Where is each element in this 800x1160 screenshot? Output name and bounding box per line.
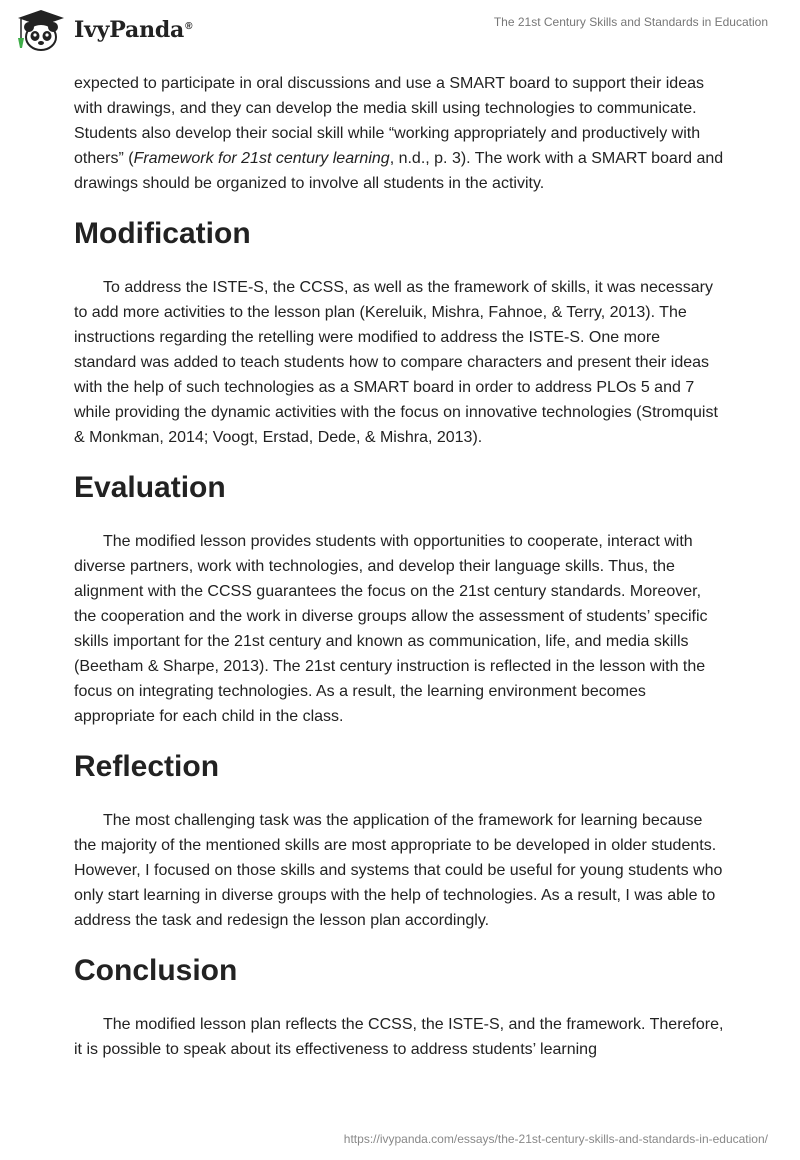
intro-paragraph: expected to participate in oral discussions and use a SMART board to support their ideas with drawings, and they can develop the media skill using technologies to communicate. Students also develop their social skill while “working appropriately and productively with others” (Framework for 21st century learning, n.d., p. 3). The work with a SMART board and drawings should be organized to involve all students in the activity. — [74, 75, 724, 192]
ivypanda-logo[interactable] — [14, 8, 192, 52]
heading-evaluation: Evaluation — [74, 471, 226, 504]
conclusion-paragraph: The modified lesson plan reflects the CCSS, the ISTE-S, and the framework. Therefore, it is possible to speak about its effectiveness to address students’ learning — [74, 1016, 724, 1058]
essay-content — [74, 71, 726, 1062]
document-running-title: The 21st Century Skills and Standards in Education — [493, 15, 768, 29]
framework-citation-title: Framework for 21st century learning — [133, 150, 390, 167]
heading-conclusion: Conclusion — [74, 954, 238, 987]
heading-modification: Modification — [74, 217, 251, 250]
panda-graduation-cap-icon — [14, 8, 68, 52]
source-url[interactable]: https://ivypanda.com/essays/the-21st-century-skills-and-standards-in-education/ — [343, 1132, 768, 1146]
page-header — [0, 0, 800, 70]
modification-paragraph: To address the ISTE-S, the CCSS, as well as the framework of skills, it was necessary to add more activities to the lesson plan (Kereluik, Mishra, Fahnoe, & Terry, 2013). The instructions regarding the retelling were modified to address the ISTE-S. One more standard was added to teach students how to compare characters and present their ideas with the help of such technologies as a SMART board in order to address PLOs 5 and 7 while providing the dynamic activities with the focus on innovative technologies (Stromquist & Monkman, 2014; Voogt, Erstad, Dede, & Mishra, 2013). — [74, 279, 718, 446]
evaluation-paragraph: The modified lesson provides students with opportunities to cooperate, interact with diverse partners, work with technologies, and develop their language skills. Thus, the alignment with the CCSS guarantees the focus on the 21st century standards. Moreover, the cooperation and the work in diverse groups allow the assessment of students’ specific skills important for the 21st century and known as communication, life, and media skills (Beetham & Sharpe, 2013). The 21st century instruction is reflected in the lesson with the focus on integrating technologies. As a result, the learning environment becomes appropriate for each child in the class. — [74, 533, 708, 725]
reflection-paragraph: The most challenging task was the application of the framework for learning because the majority of the mentioned skills are most appropriate to be developed in older students. However, I focused on those skills and systems that could be useful for young students who only start learning in diverse groups with the help of technologies. As a result, I was able to address the task and redesign the lesson plan accordingly. — [74, 812, 723, 929]
registered-mark: ® — [185, 20, 193, 32]
heading-reflection: Reflection — [74, 750, 220, 783]
logo-text: IvyPanda® — [74, 17, 193, 43]
